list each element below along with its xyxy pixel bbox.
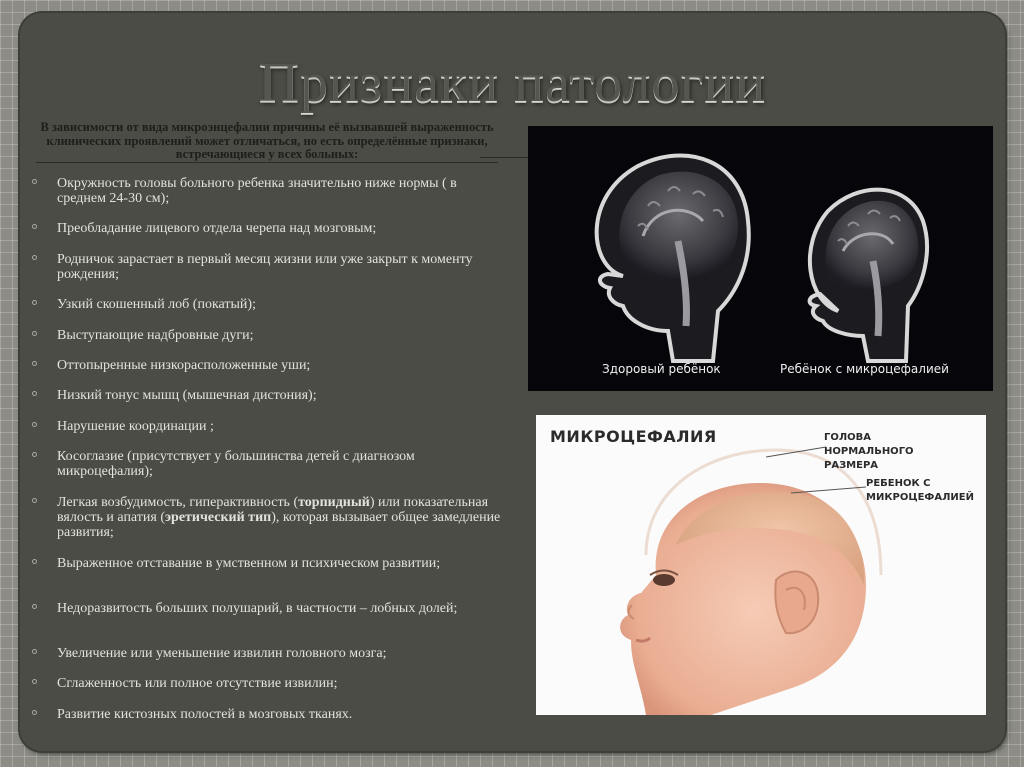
- list-item-text: Оттопыренные низкорасположенные уши;: [57, 358, 311, 373]
- illustration-title: МИКРОЦЕФАЛИЯ: [550, 427, 717, 446]
- list-item: [32, 419, 502, 434]
- label-micro-line2: МИКРОЦЕФАЛИЕЙ: [866, 492, 974, 503]
- bullet-icon: [32, 422, 37, 427]
- list-item: [32, 221, 502, 236]
- mri-image: [528, 126, 993, 391]
- list-item: [32, 388, 502, 403]
- bullet-icon: [32, 361, 37, 366]
- list-item: [32, 176, 502, 206]
- list-item-text: Недоразвитость больших полушарий, в частности – лобных долей;: [57, 601, 458, 616]
- list-item-text: Легкая возбудимость, гиперактивность (: [57, 495, 299, 510]
- list-item: [32, 252, 502, 282]
- list-item: [32, 646, 502, 661]
- list-item-text: Преобладание лицевого отдела черепа над мозговым;: [57, 221, 377, 236]
- list-item: [32, 556, 502, 571]
- bullet-icon: [32, 452, 37, 457]
- list-item: [32, 707, 502, 722]
- bullet-icon: [32, 331, 37, 336]
- mri-micro-caption: Ребёнок с микроцефалией: [780, 362, 949, 376]
- list-item-text: Родничок зарастает в первый месяц жизни или уже закрыт к моменту рождения;: [57, 252, 473, 282]
- bullet-icon: [32, 300, 37, 305]
- list-item-text: Узкий скошенный лоб (покатый);: [57, 297, 256, 312]
- list-item: [32, 328, 502, 343]
- list-item-text: ), которая вызывает общее замедление развития;: [57, 510, 501, 540]
- bullet-icon: [32, 391, 37, 396]
- microcephaly-illustration: [536, 415, 986, 715]
- bullet-icon: [32, 179, 37, 184]
- list-item: [32, 601, 502, 616]
- list-item-text: Окружность головы больного ребенка значительно ниже нормы ( в среднем 24-30 см);: [57, 176, 457, 206]
- list-item-text: Нарушение координации ;: [57, 419, 214, 434]
- bullet-icon: [32, 559, 37, 564]
- page-title: Признаки патологии: [258, 52, 767, 114]
- list-item-text: Выраженное отставание в умственном и психическом развитии;: [57, 556, 441, 571]
- mri-scans-icon: [528, 126, 993, 391]
- bullet-icon: [32, 710, 37, 715]
- list-item-text: торпидный: [298, 495, 370, 510]
- label-normal-line1: ГОЛОВА: [824, 432, 872, 443]
- intro-underline: [480, 157, 528, 158]
- list-item-text: Сглаженность или полное отсутствие извилин;: [57, 676, 338, 691]
- list-item: [32, 358, 502, 373]
- label-micro-head: [866, 477, 976, 505]
- bullet-icon: [32, 224, 37, 229]
- bullet-icon: [32, 679, 37, 684]
- list-item: [32, 676, 502, 691]
- list-item-text: Развитие кистозных полостей в мозговых тканях.: [57, 707, 353, 722]
- bullet-icon: [32, 498, 37, 503]
- label-normal-line2: НОРМАЛЬНОГО РАЗМЕРА: [824, 446, 914, 471]
- bullet-icon: [32, 649, 37, 654]
- intro-text: В зависимости от вида микроэнцефалии причины её вызвавшей выраженность клинических проявлений может отличаться, но есть определённые признаки, встречающиеся у всех больных:: [36, 121, 498, 163]
- bullet-icon: [32, 604, 37, 609]
- list-item: [32, 449, 502, 479]
- list-item-text: Косоглазие (присутствует у большинства детей с диагнозом микроцефалия);: [57, 449, 415, 479]
- label-normal-head: [824, 431, 934, 473]
- bullet-icon: [32, 255, 37, 260]
- list-item-text: Выступающие надбровные дуги;: [57, 328, 254, 343]
- list-item-text: ) или показательная вялость и апатия (: [57, 495, 489, 525]
- list-item: [32, 297, 502, 312]
- list-item-text: Низкий тонус мышц (мышечная дистония);: [57, 388, 317, 403]
- list-item: [32, 495, 502, 540]
- list-item-text: эретический тип: [165, 510, 272, 525]
- label-micro-line1: РЕБЕНОК С: [866, 478, 931, 489]
- mri-healthy-caption: Здоровый ребёнок: [602, 362, 721, 376]
- list-item-text: Увеличение или уменьшение извилин головного мозга;: [57, 646, 387, 661]
